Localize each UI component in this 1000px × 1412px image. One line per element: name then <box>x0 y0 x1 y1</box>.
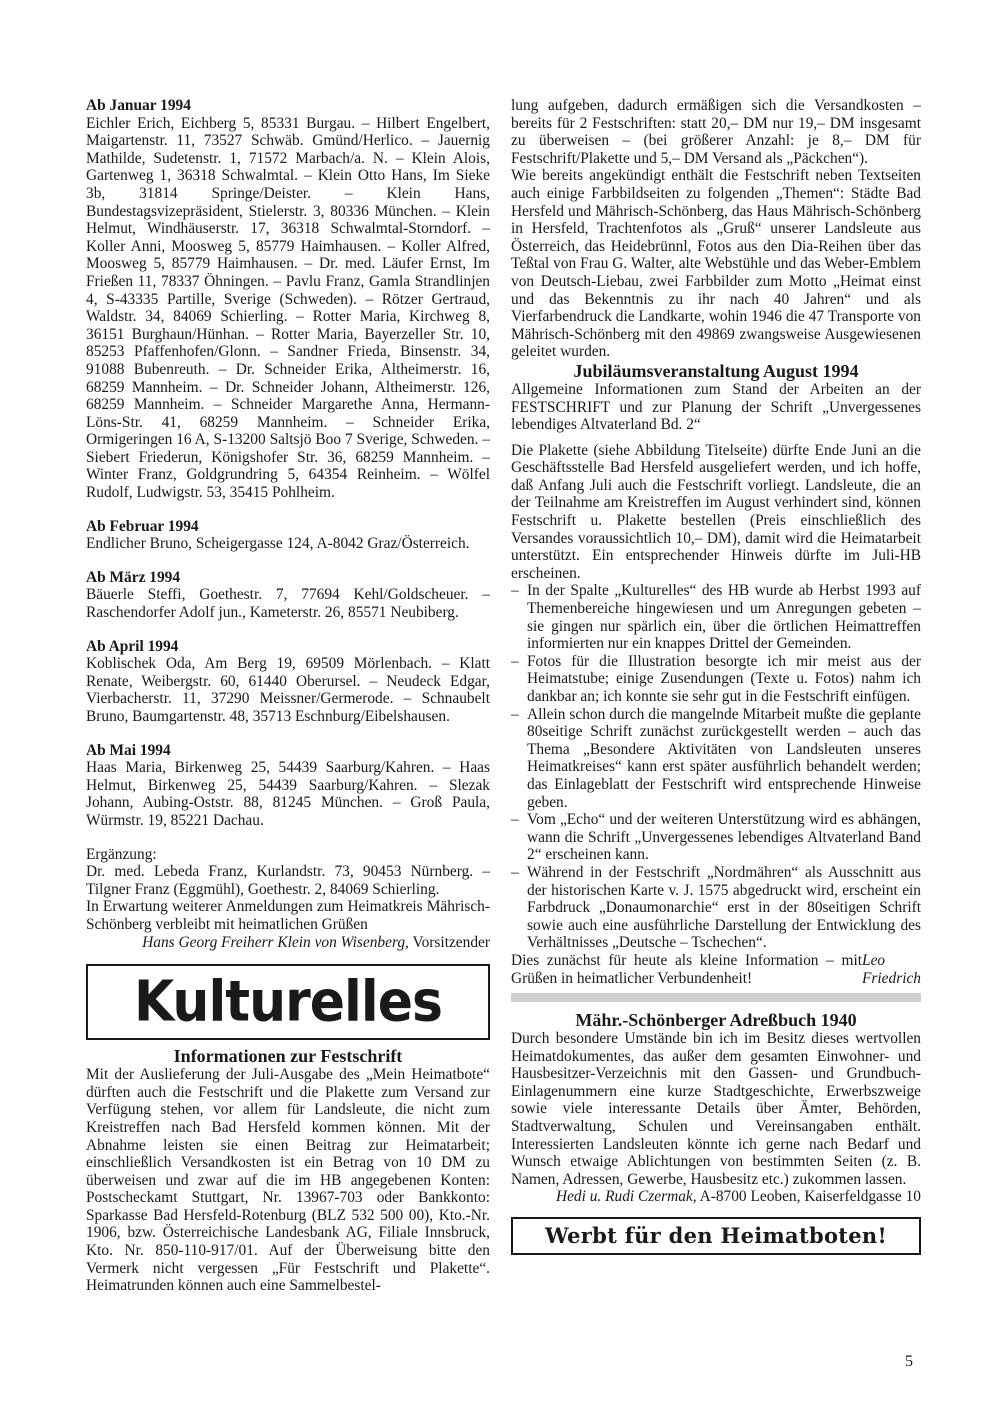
jubilaeum-paragraph: Die Plakette (siehe Abbildung Titelseite) dürfte Ende Juni an die Geschäftsstelle Bad Hersfeld ausgeliefert werden, und ich hoffe, daß Anfang Juli auch die Festschrift vorliegt. Landsleute, die an der Teilnahme am Kreistreffen im August verhindert sind, können Festschrift u. Plakette bestellen (Preis einschließlich des Versandes voraussichtlich 10,– DM), damit wird die Heimatarbeit unterstützt. Ein entsprechender Hinweis dürfte im Juli-HB erscheinen. <box>511 441 921 582</box>
members-februar: Endlicher Bruno, Scheigergasse 124, A-8042 Graz/Österreich. <box>86 535 470 553</box>
section-heading-januar: Ab Januar 1994 <box>86 97 191 114</box>
right-column <box>511 97 921 1255</box>
adressbuch-signature <box>511 1188 921 1206</box>
adressbuch-text: Durch besondere Umstände bin ich im Besitz dieses wertvollen Heimatdokumentes, das außer dem gesamten Einwohner- und Hausbesitzer-Verzeichnis mit den Gassen- und Grundbuch-Einlagenummern eine kurze Stadtgeschichte, Erwerbszweige sowie viele interessante Details über Ämter, Behörden, Stadtverwaltung, Schulen und Vereinsangaben enthält. Interessierten Landsleuten könnte ich gerne nach Bedarf und Wunsch etwaige Ablichtungen von bestimmten Seiten (z. B. Namen, Adressen, Gewerbe, Hausbesitz etc.) zukommen lassen. <box>511 1030 921 1188</box>
list-item: – Vom „Echo“ und der weiteren Unterstützung wird es abhängen, wann die Schrift „Unvergessenes lebendiges Altvaterland Band 2“ erscheinen kann. <box>511 811 921 864</box>
list-item: – Allein schon durch die mangelnde Mitarbeit mußte die geplante 80seitige Schrift zunächst zurückgestellt werden – auch das Thema „Besondere Aktivitäten von Landsleuten unseres Heimatkreises“ kann erst später ausführlich behandelt werden; das Einlageblatt der Festschrift wird entsprechende Hinweise geben. <box>511 706 921 812</box>
members-januar: Eichler Erich, Eichberg 5, 85331 Burgau. – Hilbert Engelbert, Maigartenstr. 11, 73527 Schwäb. Gmünd/Herlico. – Jauernig Mathilde, Sudetenstr. 1, 71572 Marbach/a. N. – Klein Alois, Gartenweg 1, 36318 Schwalmtal. – Klein Otto Hans, Im Sieke 3b, 31814 Springe/Deister. – Klein Hans, Bundestagsvizepräsident, Stielerstr. 3, 80336 München. – Klein Helmut, Windhäuserstr. 17, 36318 Schwalmtal-Storndorf. – Koller Anni, Moosweg 5, 85779 Haimhausen. – Koller Alfred, Moosweg 5, 85779 Haimhausen. – Dr. med. Läufer Ernst, Im Frießen 11, 78337 Öhningen. – Pavlu Franz, Gamla Strandlinjen 4, S-43335 Partille, Sverige (Schweden). – Rötzer Gertraud, Waldstr. 34, 84069 Schierling. – Rotter Maria, Kirchweg 8, 36151 Burghaun/Hünhan. – Rotter Maria, Bayerzeller Str. 10, 85253 Pfaffenhofen/Glonn. – Sandner Frieda, Binsenstr. 34, 91088 Bubenreuth. – Dr. Schneider Erika, Altheimerstr. 16, 68259 Mannheim. – Dr. Schneider Johann, Altheimerstr. 126, 68259 Mannheim. – Schneider Margarethe Anna, Hermann-Löns-Str. 41, 68259 Mannheim. – Schneider Erika, Ormigeringen 16 A, S-13200 Saltsjö Boo 7 Sverige, Schweden. – Siebert Friederun, Königshofer Str. 36, 68259 Mannheim. – Winter Franz, Goldgrundring 5, 64354 Reinheim. – Wölfel Rudolf, Ludwigstr. 53, 35415 Pohlheim. <box>86 114 490 502</box>
adressbuch-sig-addr: A-8700 Leoben, Kaiserfeldgasse 10 <box>699 1188 921 1206</box>
signature-role: Vorsitzender <box>412 933 490 951</box>
members-april: Koblischek Oda, Am Berg 19, 69509 Mörlenbach. – Klatt Renate, Weibergstr. 60, 61440 Oberursel. – Neudeck Edgar, Vierbacherstr. 11, 37290 Meissner/Germerode. – Schnaubelt Bruno, Baumgartenstr. 48, 35713 Eschnburg/Eibelshausen. <box>86 655 490 725</box>
werbt-banner <box>511 1217 921 1255</box>
adressbuch-sig-name: Hedi u. Rudi Czermak, <box>555 1188 697 1206</box>
festschrift-heading: Informationen zur Festschrift <box>173 1046 403 1067</box>
jubilaeum-list <box>511 582 921 951</box>
section-divider <box>511 993 921 1002</box>
jubilaeum-intro: Allgemeine Informationen zum Stand der Arbeiten an der FESTSCHRIFT und zur Planung der Schrift „Unvergessenes lebendiges Altvaterland Bd. 2“ <box>511 380 921 434</box>
jubilaeum-closing <box>511 952 921 987</box>
members-maerz: Bäuerle Steffi, Goethestr. 7, 77694 Kehl/Goldscheuer. – Raschendorfer Adolf jun., Kameterstr. 26, 85571 Neubiberg. <box>86 586 490 622</box>
list-item: – In der Spalte „Kulturelles“ des HB wurde ab Herbst 1993 auf Themenbereiche hingewiesen und um Anregungen gebeten – sie gingen nur spärlich ein, über die örtlichen Heimattreffen informierten nur ein knappes Drittel der Gemeinden. <box>511 582 921 652</box>
ergaenzung-text: Dr. med. Lebeda Franz, Kurlandstr. 73, 90453 Nürnberg. – Tilgner Franz (Eggmühl), Goethestr. 2, 84069 Schierling. <box>86 863 490 898</box>
members-mai: Haas Maria, Birkenweg 25, 54439 Saarburg/Kahren. – Haas Helmut, Birkenweg 25, 54439 Saarburg/Kahren. – Slezak Johann, Aubing-Oststr. 88, 81245 München. – Groß Paula, Würmstr. 19, 85221 Dachau. <box>86 759 490 829</box>
left-column <box>86 97 490 1295</box>
kulturelles-banner <box>86 964 490 1040</box>
jubilaeum-signature: Leo Friedrich <box>862 951 922 987</box>
signature-line <box>86 934 490 952</box>
section-heading-mai: Ab Mai 1994 <box>86 741 171 759</box>
festschrift-text: Mit der Auslieferung der Juli-Ausgabe des „Mein Heimatbote“ dürften auch die Festschrift und die Plakette zum Versand zur Verfügung stehen, vor allem für Landsleute, die nicht zum Kreistreffen nach Bad Hersfeld kommen können. Mit der Abnahme leisten sie einen Beitrag zur Heimatarbeit; einschließlich Versandkosten ist ein Betrag von 10 DM zu überweisen und zwar auf die im HB angegebenen Konten: Postscheckamt Stuttgart, Nr. 13967-703 oder Bankkonto: Sparkasse Bad Hersfeld-Rotenburg (BLZ 532 500 00), Kto.-Nr. 1906, bzw. Österreichische Landesbank AG, Filiale Innsbruck, Kto. Nr. 850-110-917/01. Auf der Überweisung bitte den Vermerk nicht vergessen „Für Festschrift und Plakette“. Heimatrunden können auch eine Sammelbestel- <box>86 1066 490 1295</box>
ergaenzung-label: Ergänzung: <box>86 845 157 863</box>
kulturelles-title: Kulturelles <box>134 969 442 1035</box>
festschrift-themes: Wie bereits angekündigt enthält die Festschrift neben Textseiten auch einige Farbbildseiten zu folgenden „Themen“: Städte Bad Hersfeld und Mährisch-Schönberg, das Haus Mährisch-Schönberg in Hersfeld, Trachtenfotos als „Gruß“ unserer Landsleute aus Österreich, das Heidebrünnl, Fotos aus den Dia-Reihen über das Teßtal von Frau G. Walter, alte Webstühle und das Weber-Emblem von Deutsch-Liebau, zwei Farbbilder zum Motto „Heimat einst und das Bekenntnis zu ihr nach 40 Jahren“ und als Vierfarbendruck die Landkarte, wohin 1946 die 47 Transporte von Mährisch-Schönberg mit den 49869 zwangsweise Ausgewiesenen geleitet wurden. <box>511 167 921 361</box>
adressbuch-heading: Mähr.-Schönberger Adreßbuch 1940 <box>575 1010 857 1031</box>
section-heading-april: Ab April 1994 <box>86 637 179 655</box>
jubilaeum-heading: Jubiläumsveranstaltung August 1994 <box>573 360 859 381</box>
page-number: 5 <box>905 1353 913 1370</box>
ergaenzung-closing: In Erwartung weiterer Anmeldungen zum Heimatkreis Mährisch-Schönberg verbleibt mit heimatlichen Grüßen <box>86 898 490 933</box>
section-heading-februar: Ab Februar 1994 <box>86 517 199 535</box>
werbt-text: Werbt für den Heimatboten! <box>544 1223 888 1249</box>
section-heading-maerz: Ab März 1994 <box>86 568 181 586</box>
festschrift-continuation: lung aufgeben, dadurch ermäßigen sich die Versandkosten – bereits für 2 Festschriften: statt 20,– DM nur 19,– DM insgesamt zu überweisen – (bei größerer Anzahl: je 8,– DM für Festschrift/Plakette und 5,– DM Versand als „Päckchen“). <box>511 97 921 167</box>
signature-name: Hans Georg Freiherr Klein von Wisenberg, <box>142 933 409 951</box>
list-item: – Fotos für die Illustration besorgte ich mir meist aus der Heimatstube; einige Zusendungen (Texte u. Fotos) nahm ich dankbar an; ich konnte sie sehr gut in die Festschrift einfügen. <box>511 653 921 706</box>
list-item: – Während in der Festschrift „Nordmähren“ als Ausschnitt aus der historischen Karte v. J. 1575 abgedruckt wird, erscheint ein Farbdruck „Donaumonarchie“ erst in der 80seitigen Schrift sowie auch eine ausführliche Darstellung der Entwicklung des Verhältnisses „Deutsche – Tschechen“. <box>511 864 921 952</box>
jubilaeum-closing-text: Dies zunächst für heute als kleine Information – mit Grüßen in heimatlicher Verbundenheit! <box>511 951 863 987</box>
